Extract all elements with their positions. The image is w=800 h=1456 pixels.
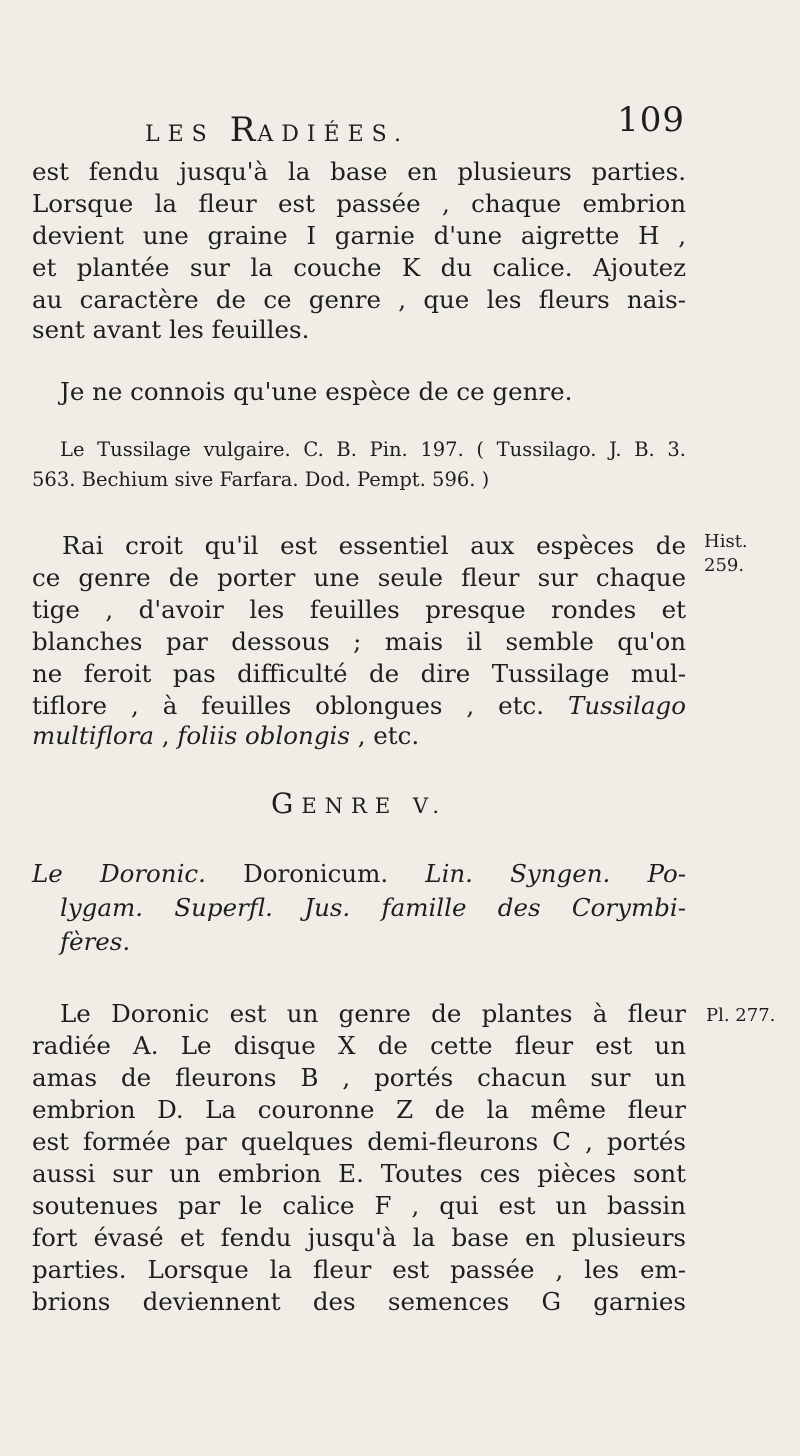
page-header: [145, 100, 685, 150]
latin-phrase: foliis oblongis: [177, 721, 350, 750]
text-line: ne feroit pas difficulté de dire Tussilage mul-: [32, 659, 686, 688]
margin-note-plate: Pl. 277.: [706, 1005, 776, 1026]
text-line: blanches par dessous ; mais il semble qu'on: [32, 627, 686, 656]
text-line: Lorsque la fleur est passée , chaque embrion: [32, 189, 686, 218]
text-line: brions deviennent des semences G garnies: [32, 1287, 686, 1316]
heading-initial: G: [270, 787, 302, 820]
margin-note-hist: [704, 530, 794, 578]
french-name: Le Doronic.: [32, 859, 206, 888]
text-line: parties. Lorsque la fleur est passée , les em-: [32, 1255, 686, 1284]
text-segment: , etc.: [357, 721, 420, 750]
text-line: aussi sur un embrion E. Toutes ces pièces sont: [32, 1159, 686, 1188]
citation-line: Le Tussilage vulgaire. C. B. Pin. 197. ( Tussilago. J. B. 3.: [60, 438, 686, 461]
text-line: est formée par quelques demi-fleurons C , portés: [32, 1127, 686, 1156]
entry-line: [32, 858, 686, 890]
text-line: soutenues par le calice F , qui est un bassin: [32, 1191, 686, 1220]
margin-note-page: 259.: [704, 555, 745, 576]
classification: Lin. Syngen. Po-: [425, 859, 686, 888]
latin-name: Tussilago: [568, 691, 686, 720]
text-line: Je ne connois qu'une espèce de ce genre.: [60, 377, 573, 406]
page-number: 109: [617, 100, 685, 140]
heading-rest: ENRE V.: [301, 794, 448, 818]
text-line: Rai croit qu'il est essentiel aux espèces de: [62, 531, 686, 560]
latin-name: multiflora: [32, 721, 154, 750]
text-line: ce genre de porter une seule fleur sur chaque: [32, 563, 686, 592]
text-line: [32, 720, 686, 752]
text-line: [32, 690, 686, 722]
text-segment: tiflore , à feuilles oblongues , etc.: [32, 691, 545, 720]
running-title: [145, 110, 409, 150]
running-title-capital: R: [229, 110, 258, 150]
latin-genus: Doronicum.: [205, 859, 426, 888]
text-line: radiée A. Le disque X de cette fleur est un: [32, 1031, 686, 1060]
margin-note-label: Hist.: [704, 531, 748, 552]
text-line: sent avant les feuilles.: [32, 315, 310, 344]
text-line: amas de fleurons B , portés chacun sur un: [32, 1063, 686, 1092]
running-title-suffix: ADIÉES.: [257, 122, 409, 147]
text-line: embrion D. La couronne Z de la même fleur: [32, 1095, 686, 1124]
citation-line: 563. Bechium sive Farfara. Dod. Pempt. 596. ): [32, 468, 490, 491]
text-line: Le Doronic est un genre de plantes à fleur: [60, 999, 686, 1028]
text-line: tige , d'avoir les feuilles presque rondes et: [32, 595, 686, 624]
text-line: au caractère de ce genre , que les fleurs nais-: [32, 285, 686, 314]
entry-line: fères.: [60, 927, 131, 956]
text-line: et plantée sur la couche K du calice. Ajoutez: [32, 253, 686, 282]
running-title-prefix: LES: [145, 122, 230, 147]
text-line: devient une graine I garnie d'une aigrette H ,: [32, 221, 686, 250]
entry-line: lygam. Superfl. Jus. famille des Corymbi-: [60, 893, 686, 922]
text-segment: ,: [161, 721, 178, 750]
text-line: est fendu jusqu'à la base en plusieurs parties.: [32, 157, 686, 186]
section-heading: [32, 786, 686, 822]
text-line: fort évasé et fendu jusqu'à la base en plusieurs: [32, 1223, 686, 1252]
